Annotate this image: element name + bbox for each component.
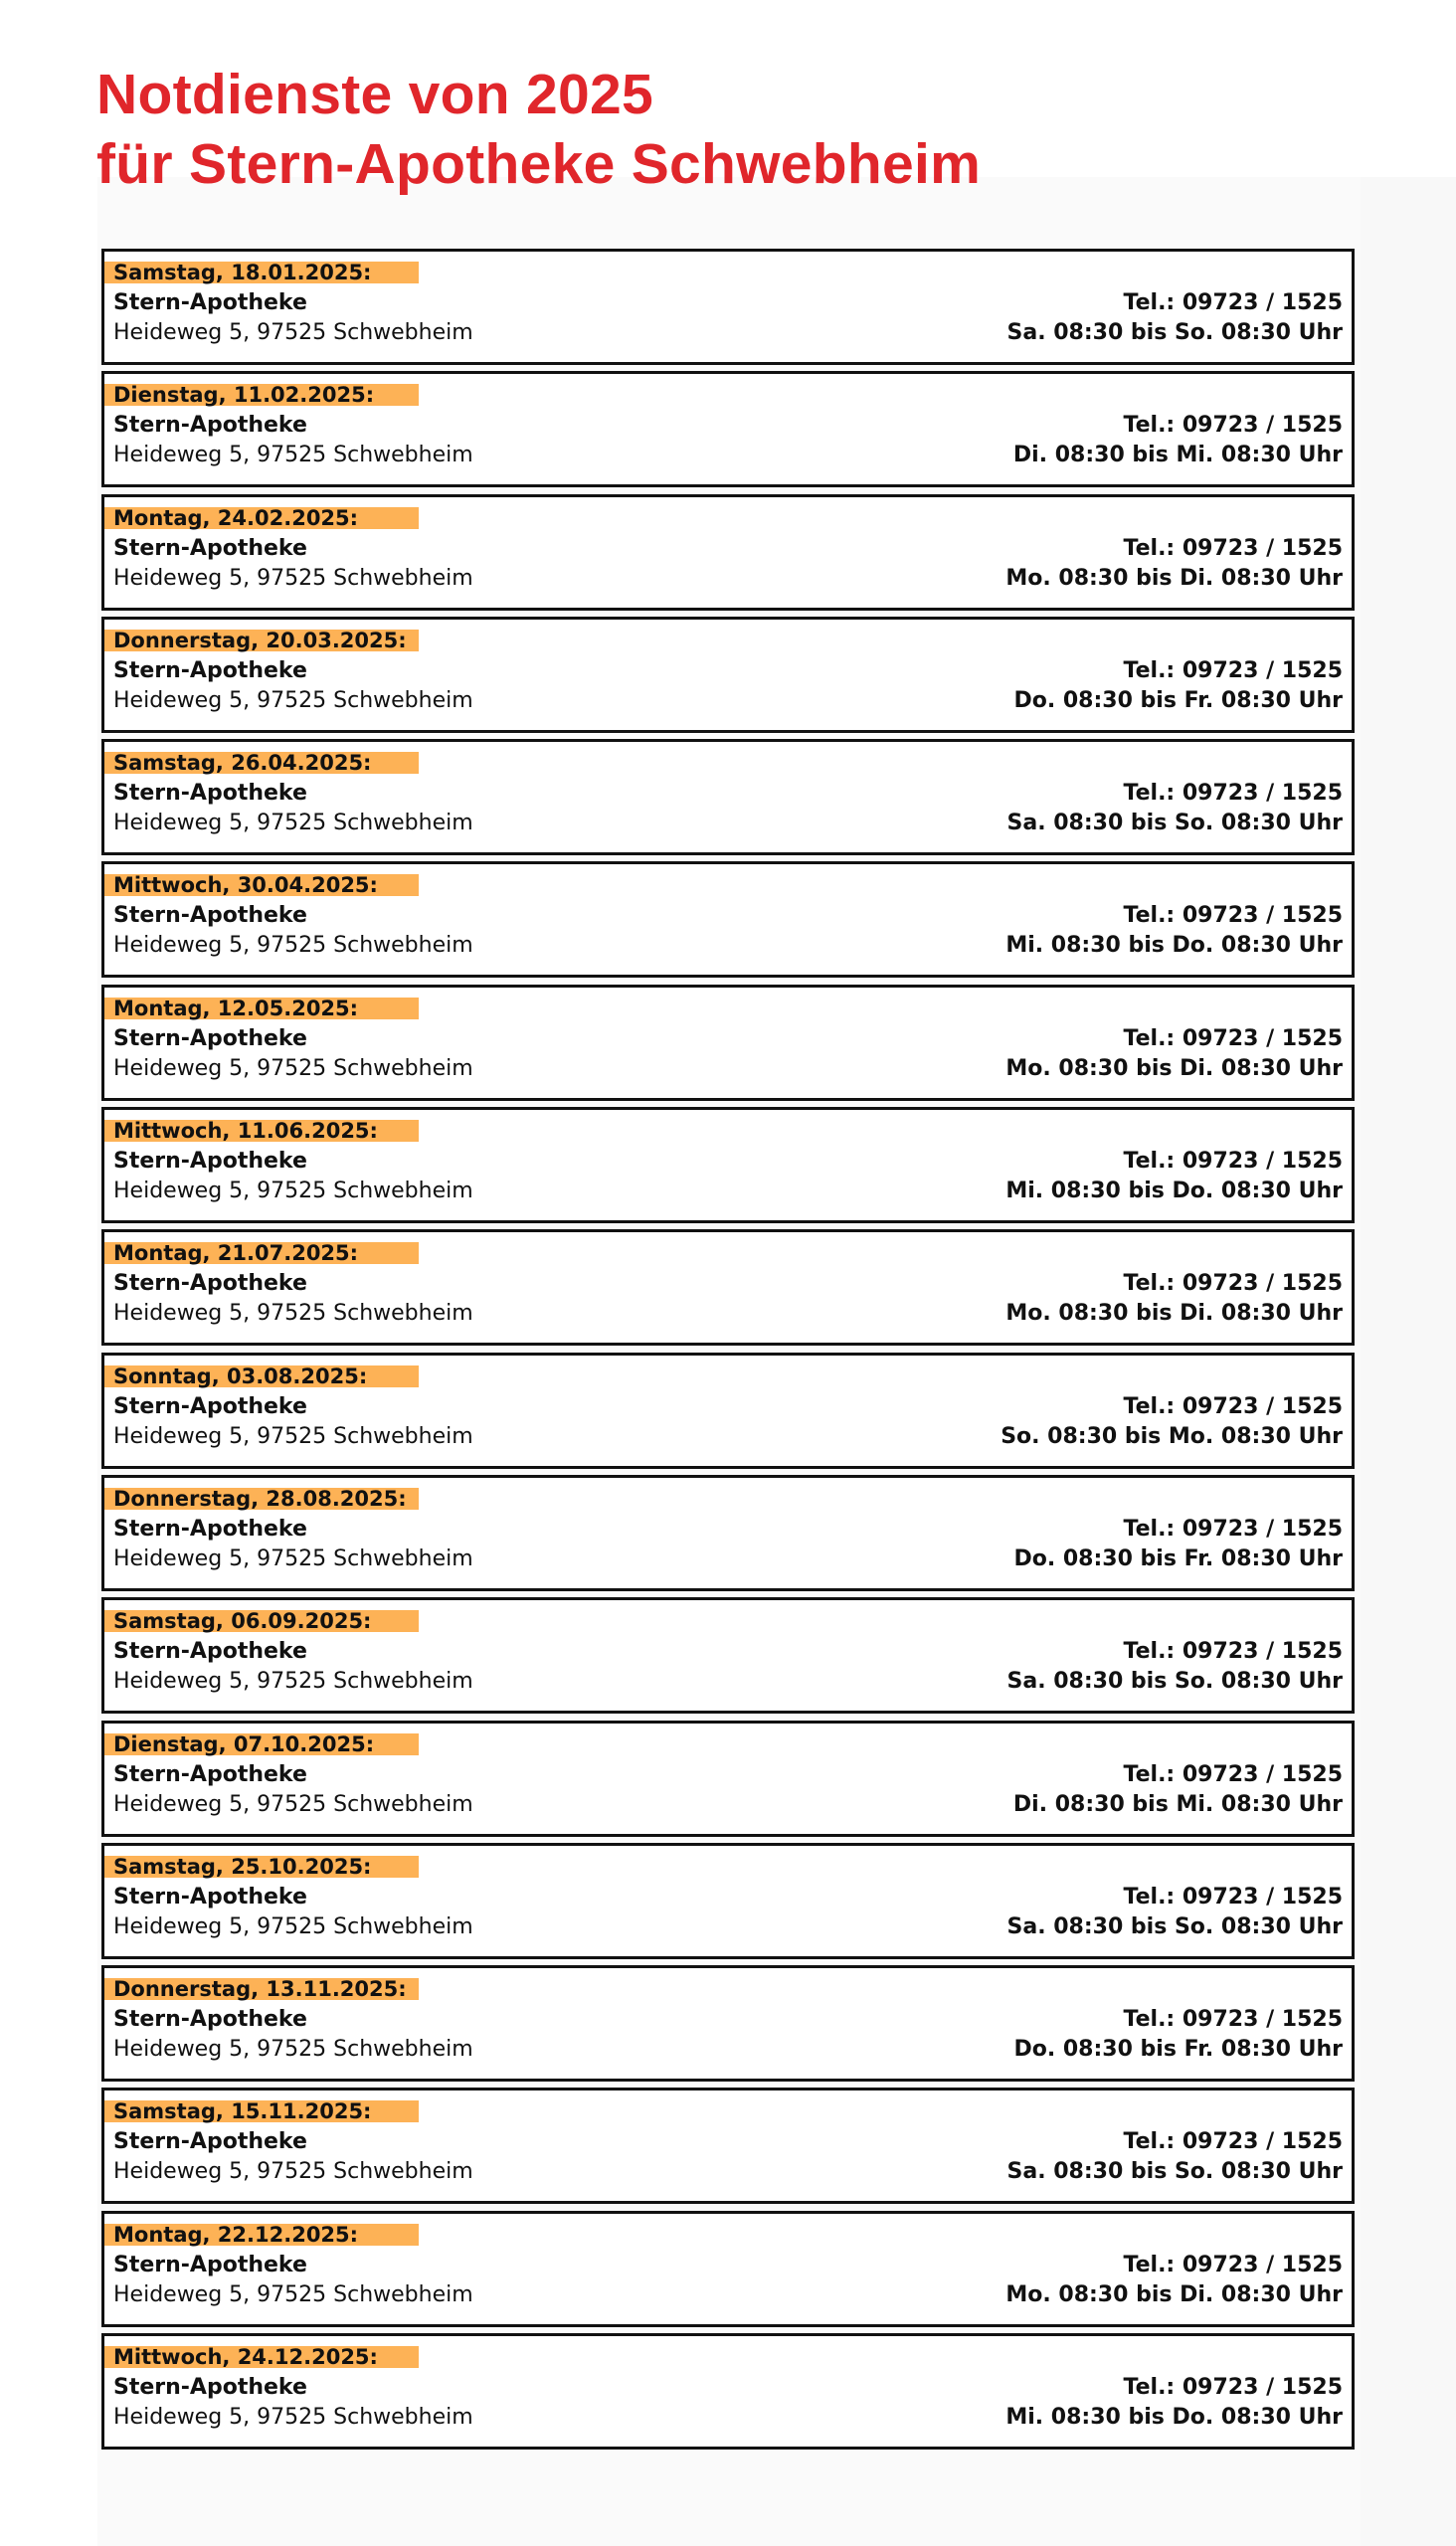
- pharmacy-phone: Tel.: 09723 / 1525: [1123, 535, 1343, 561]
- duty-entry: [101, 1597, 1355, 1714]
- page-title-line-2: für Stern-Apotheke Schwebheim: [96, 132, 982, 196]
- duty-date: Dienstag, 07.10.2025:: [113, 1731, 375, 1756]
- pharmacy-address: Heideweg 5, 97525 Schwebheim: [113, 2159, 473, 2185]
- pharmacy-address: Heideweg 5, 97525 Schwebheim: [113, 811, 473, 836]
- duty-entry: [101, 2333, 1355, 2450]
- pharmacy-phone: Tel.: 09723 / 1525: [1123, 1516, 1343, 1542]
- pharmacy-address: Heideweg 5, 97525 Schwebheim: [113, 1055, 473, 1081]
- pharmacy-address: Heideweg 5, 97525 Schwebheim: [113, 2281, 473, 2307]
- pharmacy-address: Heideweg 5, 97525 Schwebheim: [113, 1179, 473, 1204]
- duty-entry: [101, 371, 1355, 487]
- duty-hours: Mi. 08:30 bis Do. 08:30 Uhr: [1005, 933, 1343, 959]
- pharmacy-address: Heideweg 5, 97525 Schwebheim: [113, 1546, 473, 1571]
- duty-hours: Mo. 08:30 bis Di. 08:30 Uhr: [1005, 2281, 1343, 2307]
- duty-date: Samstag, 25.10.2025:: [113, 1854, 372, 1879]
- duty-hours: Di. 08:30 bis Mi. 08:30 Uhr: [1012, 1791, 1343, 1817]
- pharmacy-name: Stern-Apotheke: [113, 903, 307, 929]
- pharmacy-name: Stern-Apotheke: [113, 1149, 307, 1175]
- pharmacy-address: Heideweg 5, 97525 Schwebheim: [113, 443, 473, 468]
- duty-date: Samstag, 18.01.2025:: [113, 261, 372, 284]
- page-title-line-1: Notdienste von 2025: [96, 63, 654, 126]
- pharmacy-phone: Tel.: 09723 / 1525: [1123, 2375, 1343, 2401]
- duty-hours: Do. 08:30 bis Fr. 08:30 Uhr: [1013, 1546, 1343, 1571]
- duty-date: Montag, 24.02.2025:: [113, 505, 359, 530]
- pharmacy-address: Heideweg 5, 97525 Schwebheim: [113, 1669, 473, 1695]
- pharmacy-address: Heideweg 5, 97525 Schwebheim: [113, 687, 473, 713]
- pharmacy-phone: Tel.: 09723 / 1525: [1123, 2129, 1343, 2155]
- duty-date: Samstag, 06.09.2025:: [113, 1609, 372, 1634]
- pharmacy-name: Stern-Apotheke: [113, 1884, 307, 1910]
- emergency-service-list: [101, 249, 1355, 2455]
- duty-date: Mittwoch, 24.12.2025:: [113, 2345, 378, 2370]
- pharmacy-name: Stern-Apotheke: [113, 535, 307, 561]
- duty-entry: [101, 739, 1355, 855]
- duty-hours: Mo. 08:30 bis Di. 08:30 Uhr: [1005, 1055, 1343, 1081]
- duty-entry: [101, 1107, 1355, 1223]
- pharmacy-name: Stern-Apotheke: [113, 2129, 307, 2155]
- pharmacy-phone: Tel.: 09723 / 1525: [1123, 1149, 1343, 1175]
- duty-hours: Mi. 08:30 bis Do. 08:30 Uhr: [1005, 1179, 1343, 1204]
- duty-entry: [101, 2211, 1355, 2327]
- duty-hours: Sa. 08:30 bis So. 08:30 Uhr: [1006, 320, 1343, 345]
- duty-hours: Do. 08:30 bis Fr. 08:30 Uhr: [1013, 2037, 1343, 2063]
- pharmacy-name: Stern-Apotheke: [113, 1393, 307, 1419]
- duty-entry: [101, 1353, 1355, 1469]
- duty-date: Donnerstag, 20.03.2025:: [113, 628, 407, 652]
- duty-date: Donnerstag, 13.11.2025:: [113, 1977, 407, 2002]
- pharmacy-name: Stern-Apotheke: [113, 1025, 307, 1051]
- duty-date: Montag, 22.12.2025:: [113, 2222, 359, 2247]
- duty-date: Mittwoch, 11.06.2025:: [113, 1119, 378, 1144]
- pharmacy-name: Stern-Apotheke: [113, 1516, 307, 1542]
- duty-date: Mittwoch, 30.04.2025:: [113, 873, 378, 898]
- pharmacy-address: Heideweg 5, 97525 Schwebheim: [113, 565, 473, 591]
- duty-entry: [101, 2088, 1355, 2204]
- duty-date: Montag, 12.05.2025:: [113, 996, 359, 1020]
- page-title: [96, 60, 981, 199]
- pharmacy-address: Heideweg 5, 97525 Schwebheim: [113, 933, 473, 959]
- pharmacy-name: Stern-Apotheke: [113, 1271, 307, 1297]
- pharmacy-phone: Tel.: 09723 / 1525: [1123, 1639, 1343, 1665]
- pharmacy-name: Stern-Apotheke: [113, 1639, 307, 1665]
- duty-date: Montag, 21.07.2025:: [113, 1241, 359, 1266]
- duty-date: Donnerstag, 28.08.2025:: [113, 1486, 407, 1511]
- duty-hours: Mo. 08:30 bis Di. 08:30 Uhr: [1005, 565, 1343, 591]
- pharmacy-phone: Tel.: 09723 / 1525: [1123, 1271, 1343, 1297]
- pharmacy-name: Stern-Apotheke: [113, 2252, 307, 2277]
- pharmacy-phone: Tel.: 09723 / 1525: [1123, 413, 1343, 439]
- duty-hours: Mo. 08:30 bis Di. 08:30 Uhr: [1005, 1301, 1343, 1327]
- duty-hours: Sa. 08:30 bis So. 08:30 Uhr: [1006, 2159, 1343, 2185]
- pharmacy-name: Stern-Apotheke: [113, 781, 307, 807]
- pharmacy-phone: Tel.: 09723 / 1525: [1123, 290, 1343, 315]
- duty-hours: Sa. 08:30 bis So. 08:30 Uhr: [1006, 811, 1343, 836]
- pharmacy-address: Heideweg 5, 97525 Schwebheim: [113, 1301, 473, 1327]
- pharmacy-name: Stern-Apotheke: [113, 413, 307, 439]
- duty-entry: [101, 1843, 1355, 1959]
- duty-entry: [101, 1229, 1355, 1346]
- pharmacy-name: Stern-Apotheke: [113, 657, 307, 683]
- duty-hours: Sa. 08:30 bis So. 08:30 Uhr: [1006, 1669, 1343, 1695]
- pharmacy-phone: Tel.: 09723 / 1525: [1123, 903, 1343, 929]
- duty-entry: [101, 1965, 1355, 2082]
- duty-date: Sonntag, 03.08.2025:: [113, 1364, 368, 1388]
- duty-hours: Sa. 08:30 bis So. 08:30 Uhr: [1006, 1913, 1343, 1939]
- pharmacy-name: Stern-Apotheke: [113, 2375, 307, 2401]
- duty-entry: [101, 249, 1355, 365]
- pharmacy-name: Stern-Apotheke: [113, 290, 307, 315]
- pharmacy-address: Heideweg 5, 97525 Schwebheim: [113, 320, 473, 345]
- duty-hours: So. 08:30 bis Mo. 08:30 Uhr: [1001, 1423, 1343, 1449]
- duty-entry: [101, 494, 1355, 611]
- duty-entry: [101, 985, 1355, 1101]
- duty-date: Dienstag, 11.02.2025:: [113, 383, 375, 408]
- duty-hours: Do. 08:30 bis Fr. 08:30 Uhr: [1013, 687, 1343, 713]
- pharmacy-phone: Tel.: 09723 / 1525: [1123, 2007, 1343, 2033]
- duty-hours: Di. 08:30 bis Mi. 08:30 Uhr: [1012, 443, 1343, 468]
- pharmacy-address: Heideweg 5, 97525 Schwebheim: [113, 2037, 473, 2063]
- duty-entry: [101, 617, 1355, 733]
- pharmacy-phone: Tel.: 09723 / 1525: [1123, 657, 1343, 683]
- duty-entry: [101, 1475, 1355, 1591]
- duty-entry: [101, 1721, 1355, 1837]
- duty-entry: [101, 861, 1355, 978]
- pharmacy-phone: Tel.: 09723 / 1525: [1123, 781, 1343, 807]
- pharmacy-name: Stern-Apotheke: [113, 2007, 307, 2033]
- pharmacy-phone: Tel.: 09723 / 1525: [1123, 2252, 1343, 2277]
- pharmacy-name: Stern-Apotheke: [113, 1761, 307, 1787]
- pharmacy-phone: Tel.: 09723 / 1525: [1123, 1025, 1343, 1051]
- pharmacy-phone: Tel.: 09723 / 1525: [1123, 1884, 1343, 1910]
- pharmacy-address: Heideweg 5, 97525 Schwebheim: [113, 1791, 473, 1817]
- pharmacy-address: Heideweg 5, 97525 Schwebheim: [113, 1423, 473, 1449]
- duty-hours: Mi. 08:30 bis Do. 08:30 Uhr: [1005, 2405, 1343, 2431]
- duty-date: Samstag, 15.11.2025:: [113, 2099, 372, 2124]
- pharmacy-address: Heideweg 5, 97525 Schwebheim: [113, 2405, 473, 2431]
- duty-date: Samstag, 26.04.2025:: [113, 751, 372, 776]
- pharmacy-address: Heideweg 5, 97525 Schwebheim: [113, 1913, 473, 1939]
- pharmacy-phone: Tel.: 09723 / 1525: [1123, 1761, 1343, 1787]
- pharmacy-phone: Tel.: 09723 / 1525: [1123, 1393, 1343, 1419]
